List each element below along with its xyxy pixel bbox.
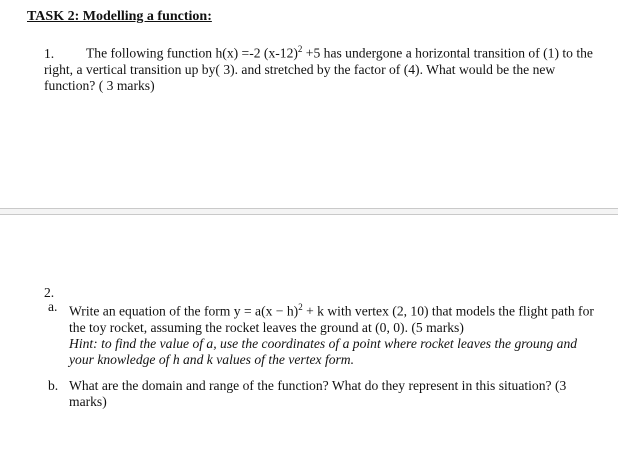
question-1-exponent: 2	[297, 44, 303, 54]
question-2a-label: a.	[48, 299, 58, 314]
question-2a-text: Write an equation of the form y = a(x − h)	[69, 303, 299, 319]
question-2a-exponent: 2	[298, 302, 303, 312]
question-1-text: The following function h(x) =-2 (x-12)	[86, 45, 298, 61]
question-2b	[48, 378, 604, 410]
question-2b-label: b.	[48, 378, 59, 393]
question-2-number: 2.	[44, 285, 55, 300]
question-2b-text: What are the domain and range of the function? What do they represent in this situation? (3 marks)	[69, 378, 567, 409]
question-2a-text-rest: + k with vertex (2, 10) that models the flight path for the toy rocket, assuming the rocket leaves the ground at (0, 0). (5 marks)	[69, 303, 594, 335]
question-1	[44, 41, 604, 94]
question-2a-hint: Hint: to find the value of a, use the coordinates of a point where rocket leaves the groung and your knowledge of h and k values of the vertex form.	[69, 335, 578, 367]
section-divider	[0, 208, 618, 215]
question-1-number: 1.	[44, 45, 55, 61]
question-2a	[48, 299, 604, 368]
task-title: TASK 2: Modelling a function:	[27, 9, 212, 24]
question-1-text-rest: +5 has undergone a horizontal transition of (1) to the right, a vertical transition up by( 3). and stretched by the factor of (4). What would be the new function? ( 3 marks)	[44, 45, 593, 93]
